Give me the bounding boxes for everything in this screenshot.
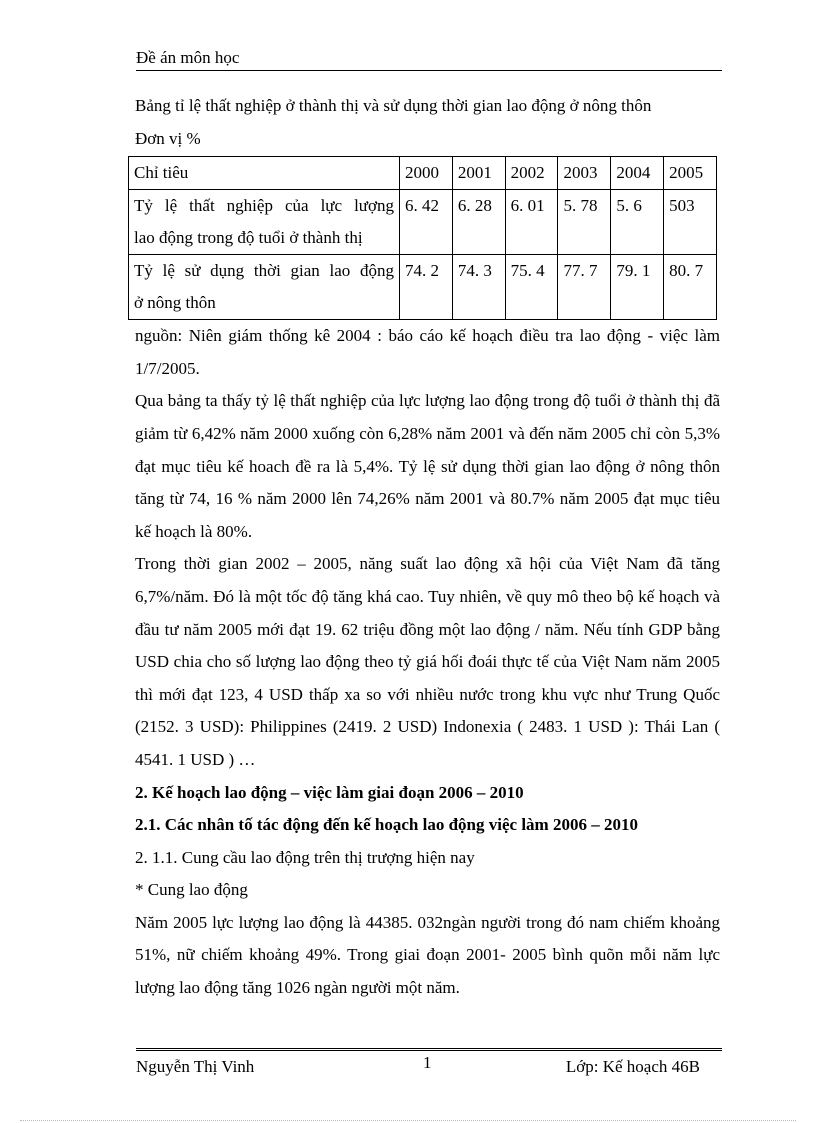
table-header-row: [129, 157, 717, 190]
table-cell: 6. 42: [400, 190, 453, 255]
table-cell: 79. 1: [611, 255, 664, 320]
page-bottom-divider: [20, 1120, 796, 1121]
table-cell: 74. 3: [452, 255, 505, 320]
unit-label: Đơn vị %: [135, 128, 201, 148]
data-table: [128, 156, 717, 320]
table-caption: Bảng tỉ lệ thất nghiệp ở thành thị và sử dụng thời gian lao động ở nông thôn: [135, 96, 652, 115]
paragraph: Qua bảng ta thấy tỷ lệ thất nghiệp của lực lượng lao động trong độ tuổi ở thành thị đã giảm từ 6,42% năm 2000 xuống còn 6,28% năm 2001 và đến năm 2005 chỉ còn 5,3% đạt mục tiêu kế hoach đề ra là 5,4%. Tỷ lệ sử dụng thời gian lao động ở nông thôn tăng từ 74, 16 % năm 2000 lên 74,26% năm 2001 và 80.7% năm 2005 đạt mục tiêu kế hoạch là 80%.: [135, 391, 720, 541]
table-cell: 5. 78: [558, 190, 611, 255]
table-cell: 6. 01: [505, 190, 558, 255]
row-label-line: lao động trong độ tuổi ở thành thị: [134, 228, 363, 248]
table-header-cell: 2001: [452, 157, 505, 190]
table-cell: 74. 2: [400, 255, 453, 320]
page-number: 1: [423, 1053, 432, 1072]
row-label-line: ở nông thôn: [134, 293, 216, 313]
table-row: [129, 255, 717, 320]
bullet-heading: * Cung lao động: [135, 880, 248, 900]
row-label-line: Tỷ lệ sử dụng thời gian lao động: [134, 261, 394, 281]
table-header-cell: 2004: [611, 157, 664, 190]
table-header-cell: 2003: [558, 157, 611, 190]
table-header-cell: Chỉ tiêu: [129, 157, 400, 190]
table-header-cell: 2005: [664, 157, 717, 190]
document-body: [135, 90, 720, 1005]
table-header-cell: 2000: [400, 157, 453, 190]
sub-subsection-heading: 2. 1.1. Cung cầu lao động trên thị trượng hiện nay: [135, 847, 475, 867]
page-footer: [136, 1048, 722, 1083]
table-cell: 75. 4: [505, 255, 558, 320]
subsection-heading: 2.1. Các nhân tố tác động đến kế hoạch lao động việc làm 2006 – 2010: [135, 815, 638, 835]
table-header-cell: 2002: [505, 157, 558, 190]
table-row: [129, 190, 717, 255]
section-heading: 2. Kế hoạch lao động – việc làm giai đoạn 2006 – 2010: [135, 782, 524, 802]
source-note: nguồn: Niên giám thống kê 2004 : báo cáo kế hoạch điều tra lao động - việc làm 1/7/2005.: [135, 326, 720, 378]
footer-class: Lớp: Kế hoạch 46B: [565, 1057, 700, 1076]
header-title: Đề án môn học: [136, 48, 240, 67]
page-header: [136, 48, 722, 71]
table-cell: 5. 6: [611, 190, 664, 255]
table-cell: 503: [664, 190, 717, 255]
table-row-label: [129, 190, 400, 255]
row-label-line: Tỷ lệ thất nghiệp của lực lượng: [134, 196, 394, 216]
footer-author: Nguyễn Thị Vinh: [136, 1057, 255, 1076]
table-row-label: [129, 255, 400, 320]
table-cell: 80. 7: [664, 255, 717, 320]
paragraph: Năm 2005 lực lượng lao động là 44385. 032ngàn người trong đó nam chiếm khoảng 51%, nữ chiếm khoảng 49%. Trong giai đoạn 2001- 2005 bình quõn mỗi năm lực lượng lao động tăng 1026 ngàn người một năm.: [135, 912, 720, 998]
table-cell: 77. 7: [558, 255, 611, 320]
paragraph: Trong thời gian 2002 – 2005, năng suất lao động xã hội của Việt Nam đã tăng 6,7%/năm. Đó là một tốc độ tăng khá cao. Tuy nhiên, về quy mô theo bộ kế hoạch và đầu tư năm 2005 mới đạt 19. 62 triệu đồng một lao động / năm. Nếu tính GDP bằng USD chia cho số lượng lao động theo tỷ giá hối đoái thực tế của Việt Nam năm 2005 thì mới đạt 123, 4 USD thấp xa so với nhiều nước trong khu vực như Trung Quốc (2152. 3 USD): Philippines (2419. 2 USD) Indonexia ( 2483. 1 USD ): Thái Lan ( 4541. 1 USD ) …: [135, 554, 720, 769]
table-cell: 6. 28: [452, 190, 505, 255]
